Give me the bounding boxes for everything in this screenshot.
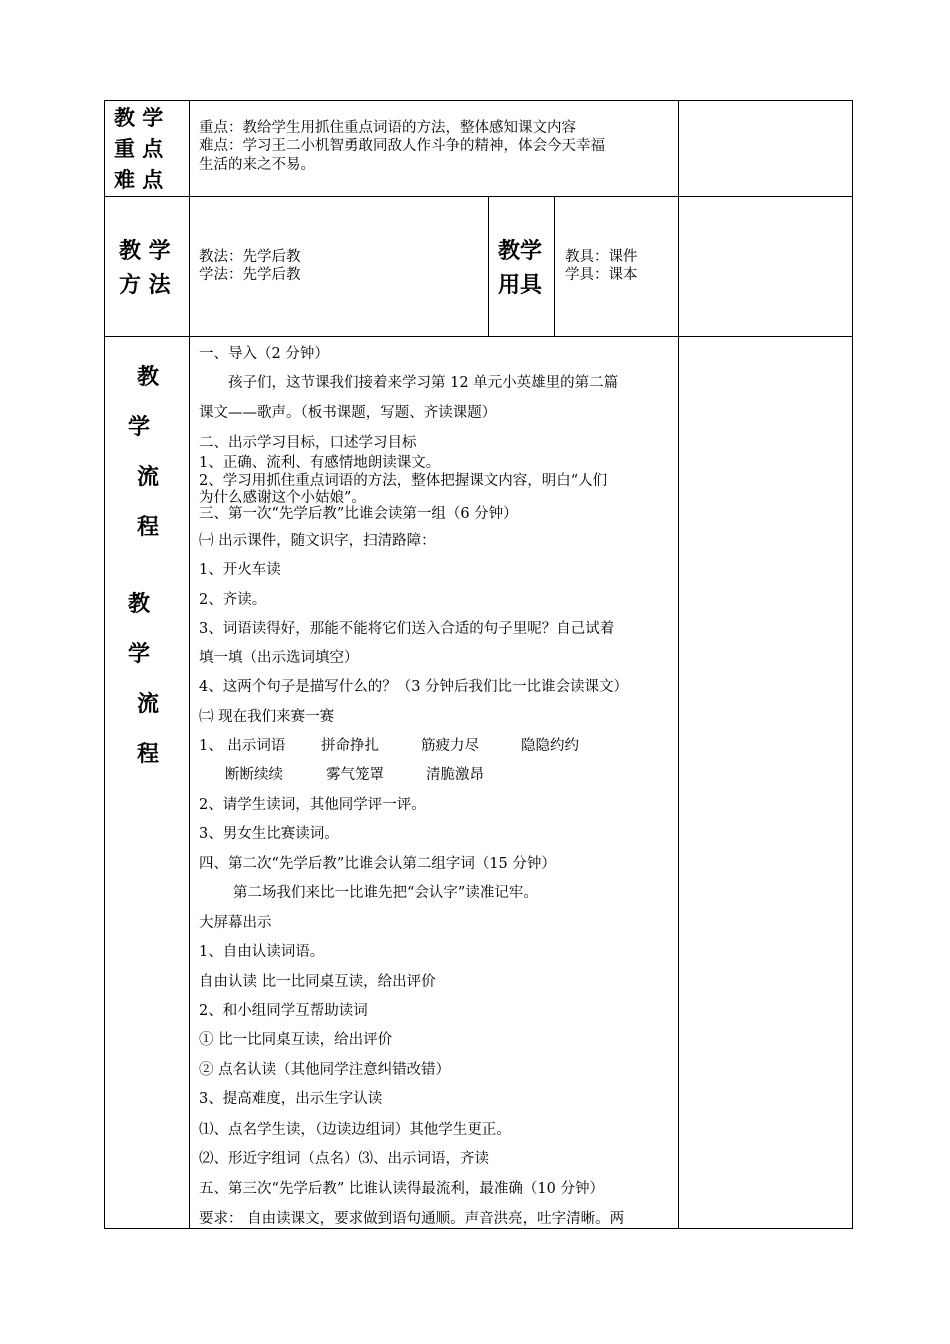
content-line: ⑴、点名学生读，（边读边组词）其他学生更正。 bbox=[199, 1122, 511, 1138]
content-line: 五、第三次“先学后教” 比谁认读得最流利，最准确（10 分钟） bbox=[199, 1181, 604, 1197]
learning-tools-text: 学具：课本 bbox=[565, 267, 638, 283]
table-col-divider-3 bbox=[488, 196, 489, 337]
vocab-word: 断断续续 bbox=[225, 767, 283, 783]
process-label-char-8: 程 bbox=[136, 741, 159, 767]
table-border-bottom bbox=[104, 1228, 853, 1229]
process-label-char-3: 流 bbox=[136, 464, 159, 490]
content-line: ① 比一比同桌互读，给出评价 bbox=[199, 1032, 393, 1048]
content-line: ⑵、形近字组词（点名）⑶、出示词语，齐读 bbox=[199, 1151, 489, 1167]
content-line: 1、自由认读词语。 bbox=[199, 944, 325, 960]
content-line: ② 点名认读（其他同学注意纠错改错） bbox=[199, 1062, 451, 1078]
vocab-word: 拼命挣扎 bbox=[321, 738, 379, 754]
table-row-divider-2 bbox=[104, 336, 853, 337]
process-label-char-6: 学 bbox=[127, 641, 150, 667]
method-label-line-1: 教 学 bbox=[119, 238, 171, 264]
key-points-label-line-3: 难 点 bbox=[114, 167, 164, 192]
content-line: 四、第二次“先学后教”比谁会认第二组字词（15 分钟） bbox=[199, 856, 556, 872]
vocab-word: 雾气笼罩 bbox=[326, 767, 384, 783]
table-col-divider-4 bbox=[554, 196, 555, 337]
content-line: 3、词语读得好，那能不能将它们送入合适的句子里呢？自己试着 bbox=[199, 621, 615, 637]
content-line: 1、开火车读 bbox=[199, 562, 281, 578]
content-line: 孩子们，这节课我们接着来学习第 12 单元小英雄里的第二篇 bbox=[228, 375, 619, 391]
content-line: 二、出示学习目标，口述学习目标 bbox=[199, 435, 417, 451]
teaching-tools-text: 教具：课件 bbox=[565, 249, 638, 265]
process-label-char-7: 流 bbox=[136, 691, 159, 717]
table-border-top bbox=[104, 100, 853, 101]
content-line: ㈠ 出示课件，随文识字，扫清路障： bbox=[199, 533, 436, 549]
content-line: 2、学习用抓住重点词语的方法，整体把握课文内容，明白“人们 bbox=[199, 473, 608, 489]
content-line: 大屏幕出示 bbox=[199, 915, 272, 931]
teaching-method-text: 教法：先学后教 bbox=[199, 249, 301, 265]
table-row-divider-1 bbox=[104, 196, 853, 197]
tools-label-line-2: 用具 bbox=[498, 272, 543, 298]
content-line: 自由认读 比一比同桌互读，给出评价 bbox=[199, 974, 436, 990]
vocab-word: 清脆激昂 bbox=[426, 767, 484, 783]
table-border-right bbox=[852, 100, 853, 1229]
vocab-word: 隐隐约约 bbox=[521, 738, 579, 754]
content-line: 3、提高难度，出示生字认读 bbox=[199, 1091, 383, 1107]
content-line: 课文——歌声。（板书课题，写题、齐读课题） bbox=[199, 405, 497, 421]
content-line: 第二场我们来比一比谁先把“会认字”读准记牢。 bbox=[233, 885, 538, 901]
content-line: 为什么感谢这个小姑娘”。 bbox=[199, 490, 366, 506]
table-border-left bbox=[104, 100, 105, 1229]
content-line: 4、这两个句子是描写什么的？（3 分钟后我们比一比谁会读课文） bbox=[199, 679, 629, 695]
method-label-line-2: 方 法 bbox=[119, 272, 171, 298]
process-label-char-5: 教 bbox=[127, 591, 150, 617]
content-line: 三、第一次“先学后教”比谁会读第一组（6 分钟） bbox=[199, 506, 518, 522]
content-line: ㈡ 现在我们来赛一赛 bbox=[199, 709, 335, 725]
key-points-label-line-1: 教 学 bbox=[114, 105, 164, 130]
difficulty-text-cont: 生活的来之不易。 bbox=[199, 157, 315, 173]
process-label-char-2: 学 bbox=[127, 414, 150, 440]
table-col-divider-2 bbox=[678, 100, 679, 1229]
content-line: 要求： 自由读课文，要求做到语句通顺。声音洪亮，吐字清晰。两 bbox=[199, 1211, 625, 1227]
learning-method-text: 学法：先学后教 bbox=[199, 267, 301, 283]
table-col-divider-1 bbox=[189, 100, 190, 1229]
content-line: 填一填（出示选词填空） bbox=[199, 650, 359, 666]
content-line: 1、正确、流利、有感情地朗读课文。 bbox=[199, 455, 441, 471]
process-label-char-1: 教 bbox=[136, 364, 159, 390]
content-line: 3、男女生比赛读词。 bbox=[199, 826, 339, 842]
content-line: 1、 出示词语 bbox=[199, 738, 286, 754]
tools-label-line-1: 教学 bbox=[498, 238, 543, 264]
key-points-label-line-2: 重 点 bbox=[114, 136, 164, 161]
content-line: 一、导入（2 分钟） bbox=[199, 346, 329, 362]
difficulty-text: 难点：学习王二小机智勇敢同敌人作斗争的精神，体会今天幸福 bbox=[199, 138, 605, 154]
vocab-word: 筋疲力尽 bbox=[421, 738, 479, 754]
content-line: 2、齐读。 bbox=[199, 592, 267, 608]
content-line: 2、和小组同学互帮助读词 bbox=[199, 1003, 368, 1019]
process-label-char-4: 程 bbox=[136, 514, 159, 540]
content-line: 2、请学生读词，其他同学评一评。 bbox=[199, 797, 426, 813]
key-point-text: 重点：教给学生用抓住重点词语的方法，整体感知课文内容 bbox=[199, 120, 576, 136]
